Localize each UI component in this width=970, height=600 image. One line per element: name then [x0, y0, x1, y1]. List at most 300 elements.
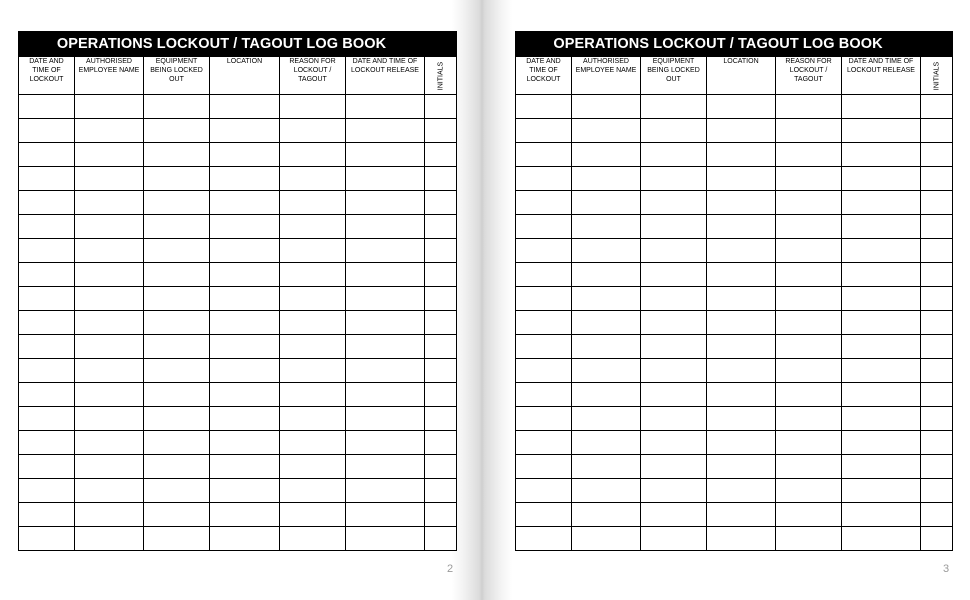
log-entry-cell[interactable] [210, 287, 280, 311]
log-entry-cell[interactable] [346, 167, 425, 191]
log-entry-cell[interactable] [75, 527, 144, 551]
log-entry-cell[interactable] [19, 503, 75, 527]
log-entry-cell[interactable] [210, 359, 280, 383]
log-entry-cell[interactable] [19, 455, 75, 479]
log-entry-cell[interactable] [572, 407, 641, 431]
log-entry-cell[interactable] [776, 191, 842, 215]
log-entry-cell[interactable] [280, 335, 346, 359]
log-entry-cell[interactable] [707, 311, 776, 335]
log-entry-row [19, 527, 457, 551]
log-entry-cell[interactable] [210, 167, 280, 191]
col-header-employee: AUTHORISED EMPLOYEE NAME [75, 57, 144, 95]
log-entry-cell[interactable] [346, 503, 425, 527]
log-entry-cell[interactable] [346, 407, 425, 431]
log-entry-cell[interactable] [842, 119, 921, 143]
log-entry-cell[interactable] [210, 95, 280, 119]
log-entry-cell[interactable] [19, 119, 75, 143]
title-bar-end [921, 32, 953, 57]
log-entry-cell[interactable] [516, 215, 572, 239]
log-entry-cell[interactable] [75, 359, 144, 383]
log-entry-cell[interactable] [842, 215, 921, 239]
log-entry-cell[interactable] [707, 191, 776, 215]
log-entry-row [19, 431, 457, 455]
log-entry-cell[interactable] [776, 431, 842, 455]
log-entry-cell[interactable] [425, 503, 457, 527]
log-entry-cell[interactable] [641, 143, 707, 167]
log-entry-cell[interactable] [144, 479, 210, 503]
log-entry-cell[interactable] [842, 191, 921, 215]
log-entry-cell[interactable] [641, 287, 707, 311]
log-entry-cell[interactable] [842, 335, 921, 359]
log-entry-cell[interactable] [516, 311, 572, 335]
log-entry-cell[interactable] [346, 119, 425, 143]
log-entry-cell[interactable] [641, 119, 707, 143]
log-entry-row [516, 431, 953, 455]
log-entry-cell[interactable] [210, 335, 280, 359]
log-entry-cell[interactable] [144, 359, 210, 383]
log-entry-cell[interactable] [641, 335, 707, 359]
log-entry-cell[interactable] [776, 359, 842, 383]
log-entry-cell[interactable] [425, 263, 457, 287]
log-entry-cell[interactable] [19, 263, 75, 287]
log-entry-cell[interactable] [144, 431, 210, 455]
log-entry-cell[interactable] [19, 239, 75, 263]
log-entry-row [19, 143, 457, 167]
log-entry-cell[interactable] [641, 455, 707, 479]
log-entry-cell[interactable] [516, 167, 572, 191]
col-header-location: LOCATION [210, 57, 280, 95]
log-entry-cell[interactable] [842, 143, 921, 167]
log-entry-cell[interactable] [75, 455, 144, 479]
log-entry-cell[interactable] [75, 479, 144, 503]
header-row [19, 57, 457, 95]
log-entry-cell[interactable] [707, 407, 776, 431]
log-entry-cell[interactable] [572, 287, 641, 311]
log-entry-cell[interactable] [346, 191, 425, 215]
log-entry-cell[interactable] [776, 95, 842, 119]
log-entry-cell[interactable] [280, 407, 346, 431]
log-entry-cell[interactable] [75, 95, 144, 119]
log-entry-cell[interactable] [425, 455, 457, 479]
log-entry-row [516, 263, 953, 287]
col-header-release: DATE AND TIME OF LOCKOUT RELEASE [842, 57, 921, 95]
log-entry-cell[interactable] [19, 95, 75, 119]
log-entry-cell[interactable] [19, 143, 75, 167]
log-entry-cell[interactable] [516, 263, 572, 287]
log-entry-cell[interactable] [641, 407, 707, 431]
log-entry-cell[interactable] [516, 383, 572, 407]
log-entry-row [19, 95, 457, 119]
log-entry-cell[interactable] [425, 407, 457, 431]
log-entry-cell[interactable] [75, 431, 144, 455]
log-entry-cell[interactable] [842, 239, 921, 263]
log-entry-cell[interactable] [425, 431, 457, 455]
log-entry-cell[interactable] [75, 191, 144, 215]
log-entry-cell[interactable] [75, 143, 144, 167]
log-entry-cell[interactable] [210, 191, 280, 215]
log-entry-cell[interactable] [921, 311, 953, 335]
log-entry-cell[interactable] [572, 527, 641, 551]
left-page [0, 0, 470, 600]
log-entry-cell[interactable] [280, 167, 346, 191]
log-entry-cell[interactable] [280, 263, 346, 287]
log-entry-cell[interactable] [707, 287, 776, 311]
log-entry-cell[interactable] [346, 95, 425, 119]
log-entry-cell[interactable] [572, 335, 641, 359]
log-entry-cell[interactable] [75, 287, 144, 311]
log-entry-cell[interactable] [776, 311, 842, 335]
log-entry-cell[interactable] [425, 143, 457, 167]
log-entry-row [19, 479, 457, 503]
log-entry-cell[interactable] [144, 215, 210, 239]
log-entry-cell[interactable] [280, 431, 346, 455]
log-entry-row [516, 215, 953, 239]
log-entry-cell[interactable] [144, 263, 210, 287]
log-entry-cell[interactable] [776, 479, 842, 503]
log-entry-cell[interactable] [921, 455, 953, 479]
log-entry-cell[interactable] [572, 263, 641, 287]
log-entry-cell[interactable] [707, 455, 776, 479]
log-entry-cell[interactable] [144, 95, 210, 119]
log-entry-cell[interactable] [842, 455, 921, 479]
log-entry-cell[interactable] [572, 431, 641, 455]
title-bar-end [425, 32, 457, 57]
log-entry-cell[interactable] [425, 479, 457, 503]
log-entry-cell[interactable] [921, 287, 953, 311]
log-entry-cell[interactable] [516, 119, 572, 143]
log-entry-cell[interactable] [346, 455, 425, 479]
log-entry-cell[interactable] [346, 527, 425, 551]
log-entry-cell[interactable] [210, 311, 280, 335]
col-header-equipment: EQUIPMENT BEING LOCKED OUT [641, 57, 707, 95]
log-entry-cell[interactable] [641, 311, 707, 335]
log-entry-cell[interactable] [144, 383, 210, 407]
log-entry-cell[interactable] [346, 311, 425, 335]
log-entry-cell[interactable] [842, 479, 921, 503]
log-entry-cell[interactable] [144, 143, 210, 167]
log-entry-row [19, 455, 457, 479]
log-entry-cell[interactable] [75, 167, 144, 191]
log-entry-cell[interactable] [210, 263, 280, 287]
log-entry-cell[interactable] [210, 383, 280, 407]
log-entry-row [516, 455, 953, 479]
log-entry-cell[interactable] [707, 503, 776, 527]
log-entry-cell[interactable] [346, 263, 425, 287]
log-entry-cell[interactable] [572, 455, 641, 479]
log-entry-cell[interactable] [280, 215, 346, 239]
log-entry-cell[interactable] [75, 503, 144, 527]
log-entry-cell[interactable] [842, 167, 921, 191]
log-entry-cell[interactable] [921, 383, 953, 407]
log-entry-cell[interactable] [210, 479, 280, 503]
log-entry-row [516, 191, 953, 215]
log-entry-cell[interactable] [210, 455, 280, 479]
log-entry-row [516, 95, 953, 119]
log-entry-cell[interactable] [280, 479, 346, 503]
log-entry-cell[interactable] [707, 167, 776, 191]
log-entry-cell[interactable] [921, 335, 953, 359]
log-entry-cell[interactable] [572, 503, 641, 527]
log-entry-cell[interactable] [572, 215, 641, 239]
log-entry-cell[interactable] [425, 167, 457, 191]
log-entry-cell[interactable] [144, 239, 210, 263]
log-entry-cell[interactable] [641, 503, 707, 527]
log-entry-cell[interactable] [280, 503, 346, 527]
page-number: 2 [447, 563, 454, 575]
log-entry-cell[interactable] [516, 335, 572, 359]
log-entry-cell[interactable] [776, 143, 842, 167]
log-entry-cell[interactable] [144, 167, 210, 191]
log-entry-cell[interactable] [280, 455, 346, 479]
log-entry-cell[interactable] [921, 119, 953, 143]
log-entry-cell[interactable] [516, 431, 572, 455]
log-entry-cell[interactable] [210, 143, 280, 167]
log-entry-cell[interactable] [280, 191, 346, 215]
log-entry-cell[interactable] [641, 95, 707, 119]
log-entry-cell[interactable] [842, 431, 921, 455]
log-entry-cell[interactable] [707, 383, 776, 407]
log-entry-cell[interactable] [707, 263, 776, 287]
log-entry-cell[interactable] [516, 239, 572, 263]
log-entry-cell[interactable] [641, 527, 707, 551]
log-entry-cell[interactable] [19, 383, 75, 407]
log-entry-cell[interactable] [516, 503, 572, 527]
log-entry-cell[interactable] [75, 239, 144, 263]
log-entry-cell[interactable] [144, 407, 210, 431]
log-entry-cell[interactable] [210, 239, 280, 263]
log-entry-cell[interactable] [19, 215, 75, 239]
log-entry-cell[interactable] [707, 143, 776, 167]
log-entry-cell[interactable] [144, 287, 210, 311]
log-entry-cell[interactable] [346, 431, 425, 455]
log-entry-cell[interactable] [346, 215, 425, 239]
log-entry-cell[interactable] [425, 191, 457, 215]
log-entry-cell[interactable] [707, 527, 776, 551]
log-entry-cell[interactable] [19, 359, 75, 383]
log-entry-cell[interactable] [280, 239, 346, 263]
log-entry-cell[interactable] [75, 407, 144, 431]
log-entry-cell[interactable] [842, 407, 921, 431]
log-entry-cell[interactable] [776, 263, 842, 287]
log-entry-cell[interactable] [144, 191, 210, 215]
log-entry-cell[interactable] [144, 455, 210, 479]
log-table [515, 31, 953, 551]
log-entry-cell[interactable] [572, 239, 641, 263]
log-entry-cell[interactable] [776, 503, 842, 527]
log-entry-cell[interactable] [425, 239, 457, 263]
log-entry-cell[interactable] [921, 215, 953, 239]
page-number: 3 [943, 563, 950, 575]
log-entry-cell[interactable] [280, 143, 346, 167]
log-entry-cell[interactable] [707, 479, 776, 503]
log-entry-cell[interactable] [516, 191, 572, 215]
log-entry-cell[interactable] [346, 359, 425, 383]
log-entry-cell[interactable] [425, 335, 457, 359]
log-entry-row [516, 359, 953, 383]
log-entry-row [516, 407, 953, 431]
log-entry-cell[interactable] [842, 503, 921, 527]
log-entry-cell[interactable] [572, 311, 641, 335]
log-entry-cell[interactable] [641, 479, 707, 503]
log-entry-cell[interactable] [346, 239, 425, 263]
log-entry-cell[interactable] [19, 527, 75, 551]
log-entry-cell[interactable] [572, 143, 641, 167]
log-entry-cell[interactable] [75, 119, 144, 143]
log-entry-cell[interactable] [572, 479, 641, 503]
log-entry-cell[interactable] [144, 119, 210, 143]
log-entry-cell[interactable] [776, 215, 842, 239]
log-entry-cell[interactable] [707, 119, 776, 143]
log-entry-cell[interactable] [280, 311, 346, 335]
log-entry-cell[interactable] [641, 383, 707, 407]
log-entry-cell[interactable] [19, 311, 75, 335]
log-entry-cell[interactable] [921, 95, 953, 119]
log-entry-cell[interactable] [572, 95, 641, 119]
log-entry-cell[interactable] [19, 167, 75, 191]
log-entry-cell[interactable] [516, 287, 572, 311]
log-entry-cell[interactable] [572, 191, 641, 215]
log-entry-cell[interactable] [842, 311, 921, 335]
log-entry-cell[interactable] [921, 239, 953, 263]
log-entry-cell[interactable] [921, 359, 953, 383]
log-entry-cell[interactable] [707, 215, 776, 239]
log-entry-cell[interactable] [776, 407, 842, 431]
log-entry-cell[interactable] [921, 167, 953, 191]
col-header-initials: INITIALS [425, 57, 457, 95]
log-entry-cell[interactable] [425, 287, 457, 311]
log-entry-row [516, 311, 953, 335]
log-entry-cell[interactable] [280, 359, 346, 383]
log-entry-cell[interactable] [776, 167, 842, 191]
log-entry-cell[interactable] [776, 455, 842, 479]
log-entry-cell[interactable] [921, 263, 953, 287]
log-entry-cell[interactable] [425, 215, 457, 239]
log-entry-cell[interactable] [210, 407, 280, 431]
log-entry-cell[interactable] [75, 335, 144, 359]
log-entry-cell[interactable] [776, 239, 842, 263]
log-entry-cell[interactable] [641, 431, 707, 455]
log-entry-cell[interactable] [210, 215, 280, 239]
log-entry-cell[interactable] [425, 383, 457, 407]
log-entry-row [19, 311, 457, 335]
log-entry-cell[interactable] [921, 431, 953, 455]
log-entry-cell[interactable] [842, 263, 921, 287]
log-entry-cell[interactable] [280, 527, 346, 551]
log-entry-cell[interactable] [425, 359, 457, 383]
log-entry-cell[interactable] [19, 479, 75, 503]
log-entry-cell[interactable] [425, 527, 457, 551]
log-entry-cell[interactable] [707, 431, 776, 455]
log-entry-cell[interactable] [707, 239, 776, 263]
col-header-reason: REASON FOR LOCKOUT / TAGOUT [776, 57, 842, 95]
log-entry-cell[interactable] [425, 119, 457, 143]
log-entry-cell[interactable] [921, 407, 953, 431]
log-entry-cell[interactable] [641, 167, 707, 191]
log-entry-cell[interactable] [516, 479, 572, 503]
log-entry-cell[interactable] [75, 215, 144, 239]
log-entry-cell[interactable] [425, 311, 457, 335]
log-entry-cell[interactable] [842, 359, 921, 383]
log-entry-cell[interactable] [346, 383, 425, 407]
log-entry-cell[interactable] [210, 503, 280, 527]
log-entry-cell[interactable] [641, 215, 707, 239]
col-header-equipment: EQUIPMENT BEING LOCKED OUT [144, 57, 210, 95]
log-entry-cell[interactable] [75, 311, 144, 335]
log-entry-cell[interactable] [75, 383, 144, 407]
log-entry-cell[interactable] [776, 383, 842, 407]
log-entry-cell[interactable] [572, 359, 641, 383]
log-entry-cell[interactable] [210, 527, 280, 551]
log-entry-cell[interactable] [776, 287, 842, 311]
log-entry-cell[interactable] [425, 95, 457, 119]
log-entry-cell[interactable] [516, 455, 572, 479]
log-entry-cell[interactable] [280, 287, 346, 311]
log-entry-cell[interactable] [19, 431, 75, 455]
log-entry-cell[interactable] [19, 191, 75, 215]
log-entry-cell[interactable] [516, 143, 572, 167]
log-entry-cell[interactable] [19, 407, 75, 431]
log-entry-cell[interactable] [19, 335, 75, 359]
log-entry-cell[interactable] [516, 359, 572, 383]
log-entry-cell[interactable] [921, 479, 953, 503]
log-entry-row [19, 335, 457, 359]
log-entry-cell[interactable] [707, 359, 776, 383]
log-entry-cell[interactable] [75, 263, 144, 287]
log-entry-cell[interactable] [842, 383, 921, 407]
log-entry-cell[interactable] [516, 407, 572, 431]
log-entry-cell[interactable] [280, 383, 346, 407]
log-entry-cell[interactable] [921, 191, 953, 215]
log-entry-cell[interactable] [516, 527, 572, 551]
log-entry-cell[interactable] [921, 143, 953, 167]
log-entry-cell[interactable] [346, 335, 425, 359]
log-entry-cell[interactable] [144, 335, 210, 359]
log-entry-cell[interactable] [641, 263, 707, 287]
log-entry-cell[interactable] [842, 287, 921, 311]
log-entry-row [19, 239, 457, 263]
log-entry-cell[interactable] [776, 527, 842, 551]
log-entry-cell[interactable] [641, 359, 707, 383]
log-entry-cell[interactable] [210, 119, 280, 143]
log-entry-cell[interactable] [280, 119, 346, 143]
log-entry-cell[interactable] [842, 95, 921, 119]
log-entry-cell[interactable] [19, 287, 75, 311]
log-entry-cell[interactable] [210, 431, 280, 455]
log-entry-cell[interactable] [572, 119, 641, 143]
log-entry-row [19, 359, 457, 383]
log-entry-cell[interactable] [707, 95, 776, 119]
log-entry-cell[interactable] [572, 383, 641, 407]
log-entry-cell[interactable] [346, 287, 425, 311]
log-entry-cell[interactable] [346, 143, 425, 167]
log-entry-cell[interactable] [641, 239, 707, 263]
log-entry-cell[interactable] [516, 95, 572, 119]
log-entry-cell[interactable] [144, 527, 210, 551]
log-entry-cell[interactable] [921, 503, 953, 527]
log-entry-cell[interactable] [641, 191, 707, 215]
log-entry-cell[interactable] [144, 311, 210, 335]
log-entry-cell[interactable] [280, 95, 346, 119]
log-entry-cell[interactable] [144, 503, 210, 527]
log-entry-cell[interactable] [572, 167, 641, 191]
log-entry-cell[interactable] [346, 479, 425, 503]
log-entry-row [19, 407, 457, 431]
log-entry-cell[interactable] [707, 335, 776, 359]
log-entry-cell[interactable] [921, 527, 953, 551]
log-entry-cell[interactable] [776, 119, 842, 143]
log-entry-cell[interactable] [776, 335, 842, 359]
log-entry-cell[interactable] [842, 527, 921, 551]
